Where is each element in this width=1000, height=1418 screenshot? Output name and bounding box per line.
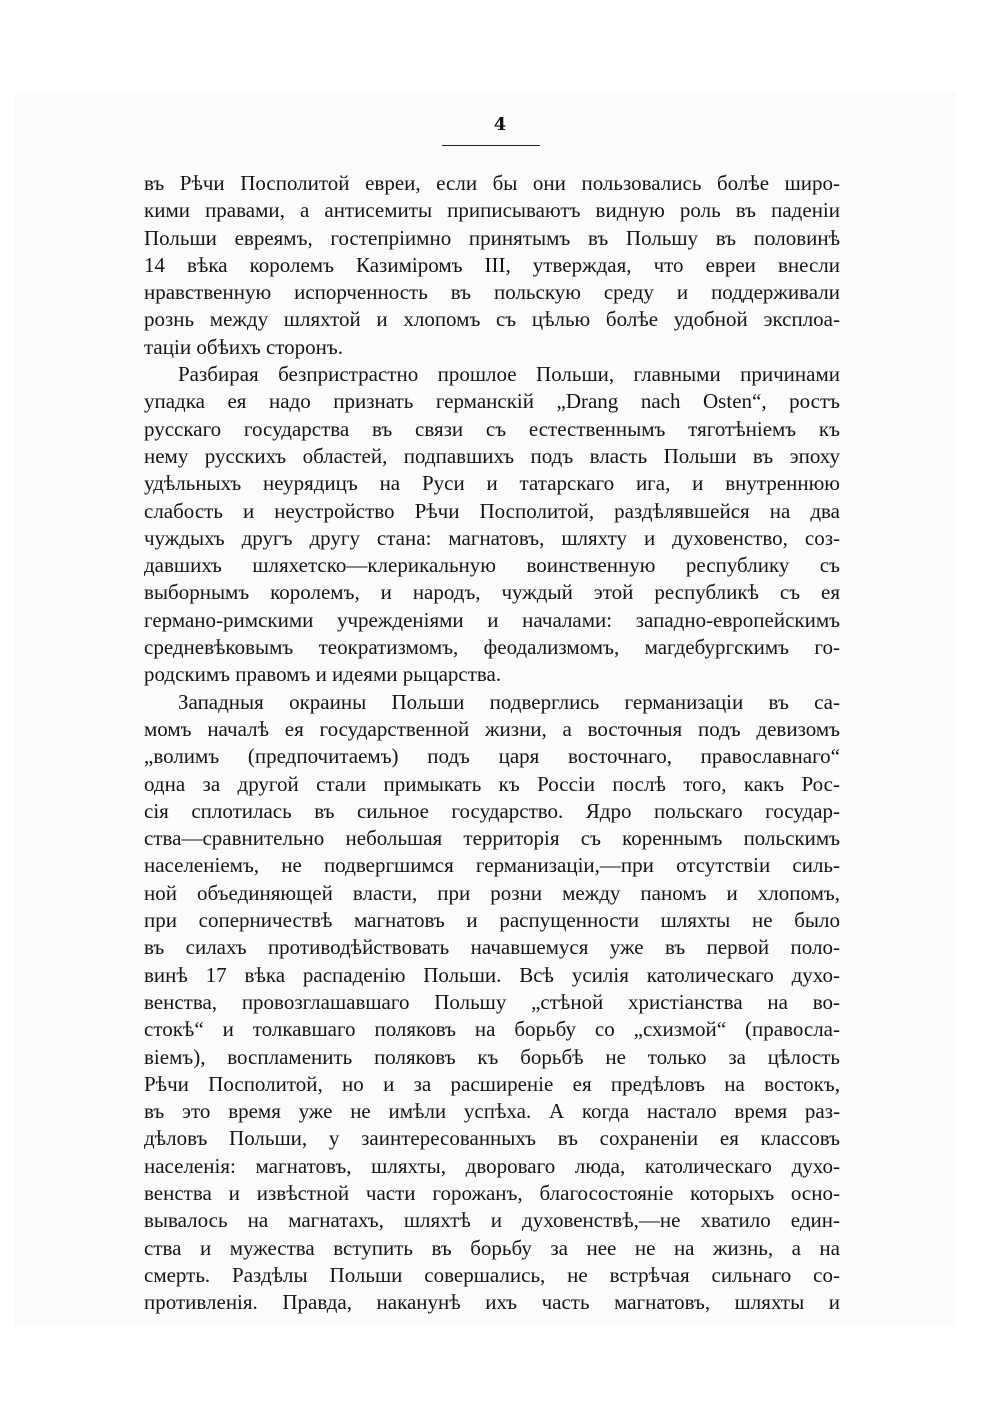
text-line: при соперничествѣ магнатовъ и распущенности шляхты не было	[144, 908, 840, 933]
text-line: выборнымъ королемъ, и народъ, чуждый этой республикѣ съ ея	[144, 580, 840, 605]
text-line: въ это время уже не имѣли успѣха. А когда настало время раз-	[144, 1099, 840, 1124]
paragraph-end-line: таціи обѣихъ сторонъ.	[144, 334, 344, 359]
page-header	[0, 114, 1000, 135]
text-line: дѣловъ Польши, у заинтересованныхъ въ сохраненіи ея классовъ	[144, 1126, 840, 1151]
text-line: рознь между шляхтой и хлопомъ съ цѣлью болѣе удобной эксплоа-	[144, 307, 840, 332]
header-rule	[442, 145, 540, 146]
text-line: населенія: магнатовъ, шляхты, двороваго люда, католическаго духо-	[144, 1153, 840, 1178]
text-line: противленія. Правда, наканунѣ ихъ часть магнатовъ, шляхты и	[144, 1290, 840, 1315]
text-line: чуждыхъ другъ другу стана: магнатовъ, шляхту и духовенство, соз-	[144, 525, 840, 550]
text-line: давшихъ шляхетско—клерикальную воинственную республику съ	[144, 553, 840, 578]
text-line: ной объединяющей власти, при розни между паномъ и хлопомъ,	[144, 880, 840, 905]
text-line: віемъ), воспламенить поляковъ къ борьбѣ не только за цѣлость	[144, 1044, 840, 1069]
text-line: въ силахъ противодѣйствовать начавшемуся уже въ первой поло-	[144, 935, 840, 960]
text-line: сія сплотилась въ сильное государство. Ядро польскаго государ-	[144, 798, 840, 823]
text-line: кими правами, а антисемиты приписываютъ видную роль въ паденіи	[144, 198, 840, 223]
text-line: нему русскихъ областей, подпавшихъ подъ власть Польши въ эпоху	[144, 443, 840, 468]
text-line: нравственную испорченность въ польскую среду и поддерживали	[144, 280, 840, 305]
text-line: одна за другой стали примыкать къ Россіи послѣ того, какъ Рос-	[144, 771, 840, 796]
text-line: венства, провозглашавшаго Польшу „стѣной христіанства на во-	[144, 989, 840, 1014]
text-line: въ Рѣчи Посполитой евреи, если бы они пользовались болѣе широ-	[144, 171, 840, 195]
text-line: удѣльныхъ неурядицъ на Руси и татарскаго ига, и внутреннюю	[144, 471, 840, 496]
text-line: венства и извѣстной части горожанъ, благосостояніе которыхъ осно-	[144, 1180, 840, 1205]
text-line: вывалось на магнатахъ, шляхтѣ и духовенствѣ,—не хватило един-	[144, 1208, 840, 1233]
text-line: „волимъ (предпочитаемъ) подъ царя восточнаго, православнаго“	[144, 744, 840, 769]
text-line: винѣ 17 вѣка распаденію Польши. Всѣ усилія католическаго духо-	[144, 962, 840, 987]
paragraph-start-line: Западныя окраины Польши подверглись германизаціи въ са-	[178, 689, 840, 714]
text-line: 14 вѣка королемъ Казиміромъ III, утверждая, что евреи внесли	[144, 252, 840, 277]
text-line: германо-римскими учрежденіями и началами: западно-европейскимъ	[144, 607, 840, 632]
text-line: слабость и неустройство Рѣчи Посполитой, раздѣлявшейся на два	[144, 498, 840, 523]
text-line: Рѣчи Посполитой, но и за расширеніе ея предѣловъ на востокъ,	[144, 1071, 840, 1096]
body-text	[144, 170, 840, 1316]
text-line: Польши евреямъ, гостепріимно принятымъ въ Польшу въ половинѣ	[144, 225, 840, 250]
text-line: ства и мужества вступить въ борьбу за нее не на жизнь, а на	[144, 1235, 840, 1260]
text-line: населеніемъ, не подвергшимся германизаціи,—при отсутствіи силь-	[144, 853, 840, 878]
text-line: ства—сравнительно небольшая территорія съ кореннымъ польскимъ	[144, 826, 840, 851]
paragraph-start-line: Разбирая безпристрастно прошлое Польши, главными причинами	[178, 362, 840, 387]
text-line: средневѣковымъ теократизмомъ, феодализмомъ, магдебургскимъ го-	[144, 635, 840, 660]
text-line: упадка ея надо признать германскій „Drang nach Osten“, ростъ	[144, 389, 840, 414]
paragraph-end-line: родскимъ правомъ и идеями рыцарства.	[144, 662, 502, 687]
page-number: 4	[493, 114, 507, 135]
text-line: стокѣ“ и толкавшаго поляковъ на борьбу со „схизмой“ (правосла-	[144, 1017, 840, 1042]
text-line: смерть. Раздѣлы Польши совершались, не встрѣчая сильнаго со-	[144, 1262, 840, 1287]
text-line: русскаго государства въ связи съ естественнымъ тяготѣніемъ къ	[144, 416, 840, 441]
text-line: момъ началѣ ея государственной жизни, а восточныя подъ девизомъ	[144, 716, 840, 741]
